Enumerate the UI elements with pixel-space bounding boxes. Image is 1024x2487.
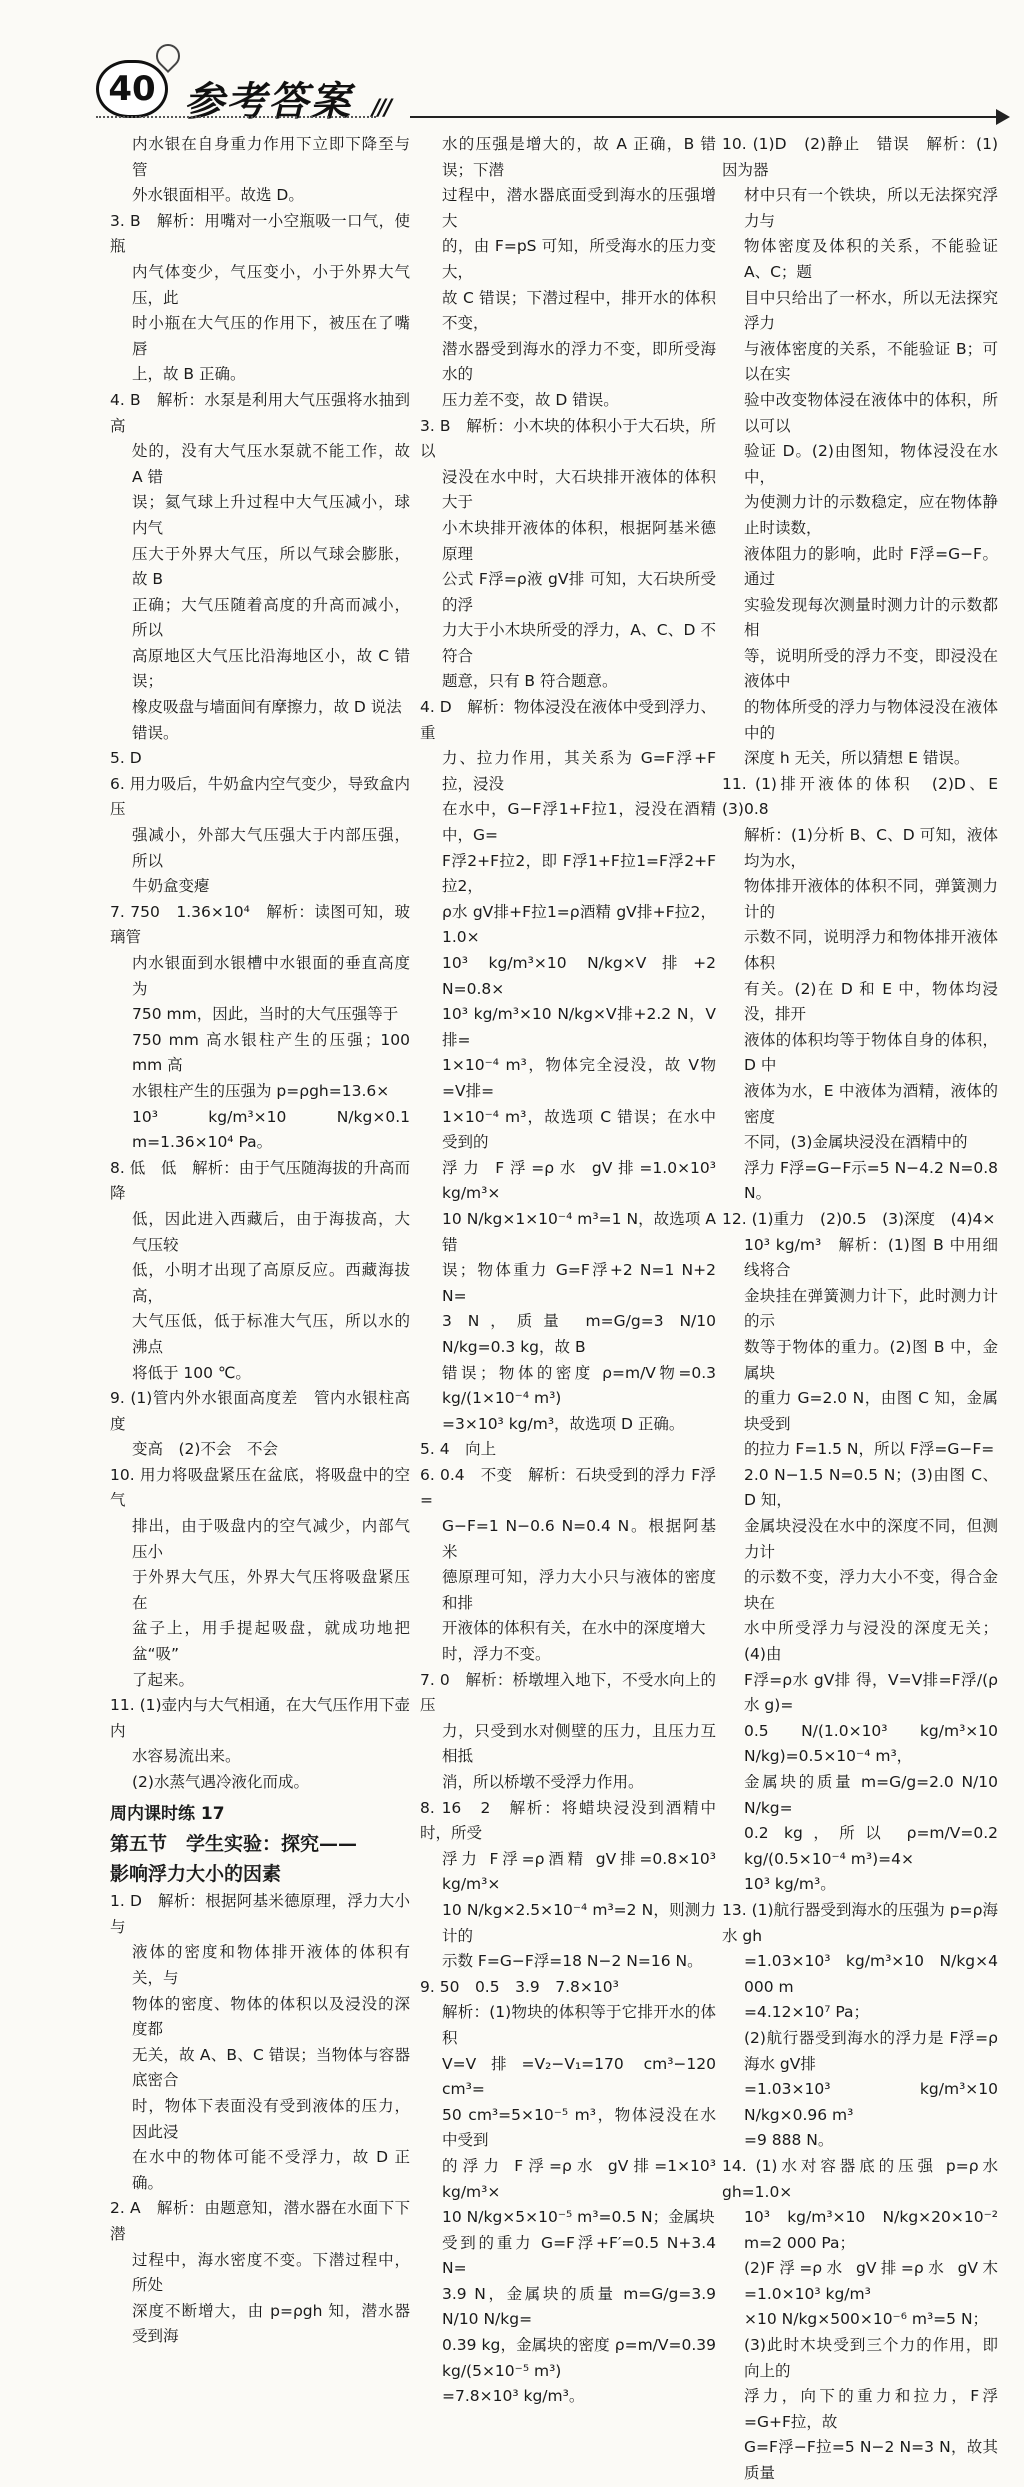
answer-line: 外水银面相平。故选 D。	[132, 186, 304, 205]
answer-line: 深度不断增大，由 p=ρgh 知，潜水器受到海	[132, 2301, 410, 2346]
arrow-right-icon	[996, 109, 1010, 125]
answer-column-middle	[420, 132, 716, 2410]
answer-line: 1×10⁻⁴ m³，故选项 C 错误；在水中受到的	[442, 1107, 716, 1152]
answer-line: 浮力，向下的重力和拉力，F浮=G+F拉，故	[744, 2387, 998, 2431]
answer-line: 力大于小木块所受的浮力，A、C、D 不符合	[442, 621, 716, 665]
answer-line: F浮2+F拉2，即 F浮1+F拉1=F浮2+F拉2，	[442, 851, 716, 896]
answer-line: 深度 h 无关，所以猜想 E 错误。	[744, 749, 970, 768]
answer-line: (2)F浮=ρ水 gV排=ρ水 gV木=1.0×10³ kg/m³	[744, 2259, 998, 2303]
answer-line: 有关。(2)在 D 和 E 中，物体均浸没，排开	[744, 979, 998, 1024]
answer-line: 9. 50 0.5 3.9 7.8×10³	[420, 1977, 619, 1996]
answer-line: 时，物体下表面没有受到液体的压力，因此浸	[132, 2096, 410, 2141]
header-rule	[410, 116, 1000, 118]
answer-line: 解析：(1)分析 B、C、D 可知，液体均为水，	[744, 826, 998, 870]
answer-line: 13. (1)航行器受到海水的压强为 p=ρ海水 gh	[722, 1900, 998, 1945]
answer-line: 11. (1)排开液体的体积 (2)D、E (3)0.8	[722, 774, 1014, 819]
answer-line: 浸没在水中时，大石块排开液体的体积大于	[442, 467, 716, 512]
answer-line: 11. (1)壶内与大气相通，在大气压作用下壶内	[110, 1696, 410, 1740]
answer-line: 等，说明所受的浮力不变，即浸没在液体中	[744, 646, 998, 691]
answer-line: G−F=1 N−0.6 N=0.4 N。根据阿基米	[442, 1517, 716, 1561]
section-title-line1: 第五节 学生实验：探究——	[110, 1833, 358, 1856]
answer-line: 消，所以桥墩不受浮力作用。	[442, 1773, 644, 1791]
answer-line: 时，浮力不变。	[442, 1645, 551, 1664]
answer-line: =7.8×10³ kg/m³。	[442, 2387, 585, 2406]
answer-line: 的物体所受的浮力与物体浸没在液体中的	[744, 698, 998, 742]
answer-line: 数等于物体的重力。(2)图 B 中，金属块	[744, 1337, 998, 1382]
answer-line: 物体排开液体的体积不同，弹簧测力计的	[744, 877, 998, 921]
answer-line: 的重力 G=2.0 N，由图 C 知，金属块受到	[744, 1389, 998, 1433]
answer-line: 处的，没有大气压水泵就不能工作，故 A 错	[132, 442, 410, 486]
answer-line: =1.03×10³ kg/m³×10 N/kg×4 000 m	[744, 1952, 998, 1996]
answer-line: 水银柱产生的压强为 p=ρgh=13.6×	[132, 1081, 390, 1100]
answer-line: 德原理可知，浮力大小只与液体的密度和排	[442, 1568, 716, 1612]
answer-line: 7. 750 1.36×10⁴ 解析：读图可知，玻璃管	[110, 902, 410, 947]
answer-line: 2.0 N−1.5 N=0.5 N；(3)由图 C、D 知，	[744, 1465, 998, 1510]
answer-line: 受到的重力 G=F浮+F′=0.5 N+3.4 N=	[442, 2233, 716, 2278]
answer-line: (3)此时木块受到三个力的作用，即向上的	[744, 2336, 998, 2380]
answer-line: 过程中，海水密度不变。下潜过程中，所处	[132, 2250, 410, 2295]
answer-line: 的，由 F=pS 可知，所受海水的压力变大，	[442, 237, 716, 281]
answer-line: 误；氦气球上升过程中大气压减小，球内气	[132, 493, 410, 537]
answer-line: 的示数不变，浮力大小不变，得合金块在	[744, 1568, 998, 1612]
answer-line: 8. 低 低 解析：由于气压随海拔的升高而降	[110, 1158, 410, 1203]
answer-line: =4.12×10⁷ Pa；	[744, 2003, 869, 2022]
answer-line: 的拉力 F=1.5 N，所以 F浮=G−F=	[744, 1440, 995, 1459]
page-header	[0, 0, 1024, 130]
answer-line: 750 mm 高水银柱产生的压强；100 mm 高	[132, 1030, 410, 1075]
answer-line: 于外界大气压，外界大气压将吸盘紧压在	[132, 1568, 410, 1612]
header-title: 参考答案	[184, 78, 352, 125]
answer-line: 盆子上，用手提起吸盘，就成功地把盆“吸”	[132, 1619, 410, 1664]
answer-line: 力、拉力作用，其关系为 G=F浮+F拉，浸没	[442, 749, 716, 793]
answer-line: 金属块浸没在水中的深度不同，但测力计	[744, 1517, 998, 1561]
answer-line: 液体的密度和物体排开液体的体积有关，与	[132, 1943, 410, 1987]
answer-line: 液体阻力的影响，此时 F浮=G−F。通过	[744, 544, 998, 589]
answer-line: 错误。	[132, 723, 179, 742]
answer-line: 10³ kg/m³×10 N/kg×V排+2 N=0.8×	[442, 954, 716, 998]
answer-line: 0.39 kg，金属块的密度 ρ=m/V=0.39 kg/(5×10⁻⁵ m³)	[442, 2336, 716, 2380]
answer-line: 示数不同，说明浮力和物体排开液体体积	[744, 928, 998, 972]
answer-line: 无关，故 A、B、C 错误；当物体与容器底密合	[132, 2045, 410, 2090]
answer-line: 压力差不变，故 D 错误。	[442, 390, 619, 409]
answer-line: 验证 D。(2)由图知，物体浸没在水中，	[744, 442, 998, 486]
answer-line: 橡皮吸盘与墙面间有摩擦力，故 D 说法	[132, 698, 402, 717]
answer-line: (2)水蒸气遇冷液化而成。	[132, 1773, 309, 1791]
answer-line: =3×10³ kg/m³，故选项 D 正确。	[442, 1414, 685, 1433]
answer-line: 低，小明才出现了高原反应。西藏海拔高，	[132, 1261, 410, 1305]
answer-line: 浮力 F浮=ρ水 gV排=1.0×10³ kg/m³×	[442, 1158, 716, 1203]
answer-line: 内水银在自身重力作用下立即下降至与管	[132, 135, 410, 179]
answer-line: 上，故 B 正确。	[132, 365, 246, 384]
answer-line: 误；物体重力 G=F浮+2 N=1 N+2 N=	[442, 1261, 716, 1305]
answer-line: 强减小，外部大气压强大于内部压强，所以	[132, 826, 410, 870]
answer-line: 故 C 错误；下潜过程中，排开水的体积不变，	[442, 288, 716, 333]
answer-line: 1×10⁻⁴ m³，物体完全浸没，故 V物=V排=	[442, 1056, 716, 1100]
answer-line: 10³ kg/m³。	[744, 1875, 836, 1894]
header-slash-decoration: ///	[372, 96, 391, 121]
answer-line: 10³ kg/m³×10 N/kg×0.1 m=1.36×10⁴ Pa。	[132, 1107, 410, 1152]
answer-line: 物体的密度、物体的体积以及浸没的深度都	[132, 1994, 410, 2039]
answer-line: 水的压强是增大的，故 A 正确，B 错误；下潜	[442, 135, 716, 179]
answer-line: 10. 用力将吸盘紧压在盆底，将吸盘中的空气	[110, 1465, 410, 1510]
answer-line: 3 N，质量 m=G/g=3 N/10 N/kg=0.3 kg，故 B	[442, 1312, 716, 1356]
answer-line: 水容易流出来。	[132, 1747, 241, 1766]
answer-line: 变高 (2)不会 不会	[132, 1440, 278, 1459]
page-number: 40	[108, 69, 156, 109]
answer-line: 将低于 100 ℃。	[132, 1363, 251, 1382]
answer-line: 液体的体积均等于物体自身的体积，D 中	[744, 1030, 998, 1075]
answer-line: 错误；物体的密度 ρ=m/V物=0.3 kg/(1×10⁻⁴ m³)	[442, 1363, 716, 1408]
answer-line: 时小瓶在大气压的作用下，被压在了嘴唇	[132, 314, 410, 358]
answer-line: 题意，只有 B 符合题意。	[442, 672, 618, 691]
answer-line: 10³ kg/m³×10 N/kg×20×10⁻² m=2 000 Pa；	[744, 2208, 998, 2252]
answer-line: 示数 F=G−F浮=18 N−2 N=16 N。	[442, 1952, 703, 1971]
answer-line: 过程中，潜水器底面受到海水的压强增大	[442, 186, 716, 230]
answer-line: =1.03×10³ kg/m³×10 N/kg×0.96 m³	[744, 2080, 998, 2124]
answer-line: 3. B 解析：小木块的体积小于大石块，所以	[420, 416, 716, 461]
answer-line: 10 N/kg×2.5×10⁻⁴ m³=2 N，则测力计的	[442, 1900, 716, 1945]
answer-line: G=F浮−F拉=5 N−2 N=3 N，故其质量	[744, 2438, 998, 2483]
answer-line: 开液体的体积有关，在水中的深度增大	[442, 1619, 706, 1638]
answer-line: 5. 4 向上	[420, 1440, 497, 1459]
answer-line: 为使测力计的示数稳定，应在物体静止时读数，	[744, 493, 998, 537]
answer-line: 50 cm³=5×10⁻⁵ m³，物体浸没在水中受到	[442, 2105, 716, 2150]
answer-line: 750 mm，因此，当时的大气压强等于	[132, 1005, 399, 1024]
answer-line: 与液体密度的关系，不能验证 B；可以在实	[744, 339, 998, 384]
answer-line: 10. (1)D (2)静止 错误 解析：(1)因为器	[722, 135, 998, 179]
section-week-label: 周内课时练 17	[110, 1803, 225, 1824]
answer-line: 金属块的质量 m=G/g=2.0 N/10 N/kg=	[744, 1773, 998, 1817]
answer-line: (2)航行器受到海水的浮力是 F浮=ρ海水 gV排	[744, 2028, 998, 2073]
answer-line: 小木块排开液体的体积，根据阿基米德原理	[442, 518, 716, 563]
answer-line: ρ水 gV排+F拉1=ρ酒精 gV排+F拉2，1.0×	[442, 902, 716, 947]
page-number-badge	[96, 60, 168, 118]
answer-line: 3.9 N，金属块的质量 m=G/g=3.9 N/10 N/kg=	[442, 2284, 716, 2329]
answer-line: 6. 用力吸后，牛奶盒内空气变少，导致盒内压	[110, 774, 410, 819]
answer-column-right	[722, 132, 1014, 2487]
answer-line: 5. D	[110, 749, 142, 768]
answer-line: 7. 0 解析：桥墩埋入地下，不受水向上的压	[420, 1670, 716, 1715]
answer-line: 8. 16 2 解析：将蜡块浸没到酒精中时，所受	[420, 1798, 716, 1843]
answer-line: V=V排=V₂−V₁=170 cm³−120 cm³=	[442, 2054, 716, 2099]
answer-line: 目中只给出了一杯水，所以无法探究浮力	[744, 288, 998, 333]
answer-line: 0.5 N/(1.0×10³ kg/m³×10 N/kg)=0.5×10⁻⁴ m³，	[744, 1721, 998, 1766]
answer-line: 9. (1)管内外水银面高度差 管内水银柱高度	[110, 1389, 410, 1433]
answer-line: 液体为水，E 中液体为酒精，液体的密度	[744, 1081, 998, 1126]
answer-line: 低，因此进入西藏后，由于海拔高，大气压较	[132, 1209, 410, 1254]
answer-line: 实验发现每次测量时测力计的示数都相	[744, 595, 998, 640]
answer-line: 金块挂在弹簧测力计下，此时测力计的示	[744, 1286, 998, 1331]
answer-line: 公式 F浮=ρ液 gV排 可知，大石块所受的浮	[442, 570, 716, 614]
answer-line: 6. 0.4 不变 解析：石块受到的浮力 F浮=	[420, 1465, 716, 1510]
answer-line: 2. A 解析：由题意知，潜水器在水面下下潜	[110, 2199, 410, 2243]
answer-line: 12. (1)重力 (2)0.5 (3)深度 (4)4×	[722, 1209, 996, 1228]
header-dotted-rule	[96, 116, 376, 121]
answer-line: 4. B 解析：水泵是利用大气压强将水抽到高	[110, 390, 410, 435]
answer-line: 正确；大气压随着高度的升高而减小，所以	[132, 595, 410, 640]
answer-line: 水中所受浮力与浸没的深度无关；(4)由	[744, 1619, 998, 1664]
answer-line: 压大于外界大气压，所以气球会膨胀，故 B	[132, 544, 410, 589]
answer-line: 在水中，G−F浮1+F拉1，浸没在酒精中，G=	[442, 800, 716, 845]
answer-column-left	[110, 132, 410, 2350]
answer-line: 内水银面到水银槽中水银面的垂直高度为	[132, 954, 410, 998]
answer-line: 的浮力 F浮=ρ水 gV排=1×10³ kg/m³×	[442, 2156, 716, 2201]
answer-line: 验中改变物体浸在液体中的体积，所以可以	[744, 390, 998, 435]
answer-line: 在水中的物体可能不受浮力，故 D 正确。	[132, 2148, 410, 2192]
answer-line: 1. D 解析：根据阿基米德原理，浮力大小与	[110, 1892, 410, 1936]
answer-line: 10³ kg/m³ 解析：(1)图 B 中用细线将合	[744, 1235, 998, 1280]
answer-line: F浮=ρ水 gV排 得，V=V排=F浮/(ρ水 g)=	[744, 1670, 998, 1715]
answer-line: 10 N/kg×5×10⁻⁵ m³=0.5 N；金属块	[442, 2208, 715, 2227]
answer-line: 解析：(1)物块的体积等于它排开水的体积	[442, 2003, 716, 2047]
answer-line: 内气体变少，气压变小，小于外界大气压，此	[132, 262, 410, 307]
answer-line: 牛奶盒变瘪	[132, 877, 210, 896]
answer-line: 物体密度及体积的关系，不能验证 A、C；题	[744, 237, 998, 281]
answer-line: =9 888 N。	[744, 2131, 834, 2150]
answer-line: 浮力 F浮=G−F示=5 N−4.2 N=0.8 N。	[744, 1158, 998, 1203]
answer-line: 潜水器受到海水的浮力不变，即所受海水的	[442, 339, 716, 384]
answer-line: 14. (1)水对容器底的压强 p=ρ水 gh=1.0×	[722, 2156, 998, 2201]
answer-line: 大气压低，低于标准大气压，所以水的沸点	[132, 1312, 410, 1356]
answer-line: ×10 N/kg×500×10⁻⁶ m³=5 N；	[744, 2310, 989, 2329]
answer-line: 材中只有一个铁块，所以无法探究浮力与	[744, 186, 998, 230]
answer-line: 不同，(3)金属块浸没在酒精中的	[744, 1133, 968, 1152]
answer-line: 0.2 kg，所以 ρ=m/V=0.2 kg/(0.5×10⁻⁴ m³)=4×	[744, 1824, 998, 1868]
answer-line: 了起来。	[132, 1670, 195, 1689]
answer-line: 力，只受到水对侧壁的压力，且压力互相抵	[442, 1721, 716, 1766]
answer-line: 排出，由于吸盘内的空气减少，内部气压小	[132, 1517, 410, 1561]
answer-line: 浮力 F浮=ρ酒精 gV排=0.8×10³ kg/m³×	[442, 1849, 716, 1894]
answer-line: 4. D 解析：物体浸没在液体中受到浮力、重	[420, 698, 716, 742]
answer-line: 高原地区大气压比沿海地区小，故 C 错误；	[132, 646, 410, 691]
answer-line: 10³ kg/m³×10 N/kg×V排+2.2 N，V排=	[442, 1005, 716, 1049]
answer-line: 3. B 解析：用嘴对一小空瓶吸一口气，使瓶	[110, 211, 410, 256]
answer-line: 10 N/kg×1×10⁻⁴ m³=1 N，故选项 A 错	[442, 1209, 716, 1254]
section-title-line2: 影响浮力大小的因素	[110, 1863, 282, 1886]
